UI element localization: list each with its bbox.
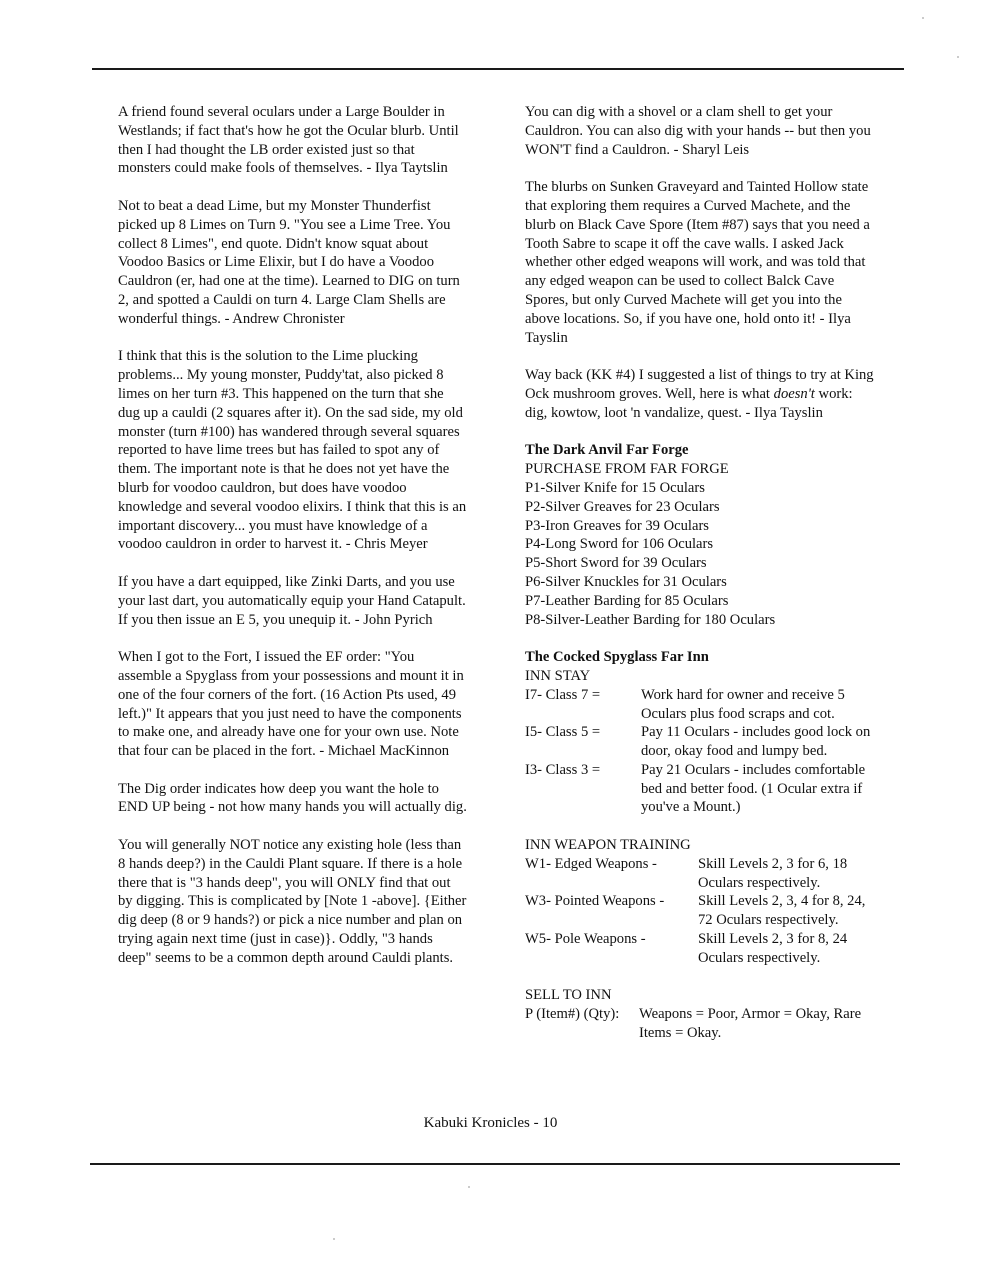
table-row [525, 930, 877, 968]
training-code: W5- Pole Weapons - [525, 931, 646, 948]
paragraph [525, 366, 877, 422]
inn-sell-table [525, 1005, 877, 1043]
forge-item: P7-Leather Barding for 85 Oculars [525, 592, 729, 609]
training-desc: Skill Levels 2, 3 for 8, 24 Oculars respectively. [698, 931, 848, 966]
paragraph: I think that this is the solution to the Lime plucking problems... My young monster, Puddy'tat, also picked 8 limes on her turn #3. This happened on the turn that she dug up a cauldi (2 squares after it). On the sad side, my old monster (turn #100) has wandered through several squares reported to have lime trees but has failed to spot any of them. The important note is that he does not yet have the blurb for voodoo cauldron, but does have voodoo knowledge and several voodoo elixirs. I think that this is an important discovery... you must have knowledge of a voodoo cauldron in order to harvest it. - Chris Meyer [118, 348, 467, 553]
training-code: W1- Edged Weapons - [525, 855, 657, 872]
paragraph-text: work: dig, kowtow, loot 'n vandalize, quest. - Ilya Tayslin [525, 385, 853, 421]
sell-code: P (Item#) (Qty): [525, 1006, 620, 1023]
inn-stay-section [525, 648, 877, 817]
stay-code: I5- Class 5 = [525, 724, 601, 741]
forge-item: P5-Short Sword for 39 Oculars [525, 555, 707, 572]
inn-sell-section [525, 986, 877, 1042]
table-row [525, 855, 877, 893]
inn-sell-label: SELL TO INN [525, 987, 612, 1004]
scan-speck [922, 17, 924, 19]
bottom-rule [90, 1163, 900, 1165]
paragraph: The Dig order indicates how deep you want the hole to END UP being - not how many hands you will actually dig. [118, 780, 467, 816]
paragraph: If you have a dart equipped, like Zinki Darts, and you use your last dart, you automatically equip your Hand Catapult. If you then issue an E 5, you unequip it. - John Pyrich [118, 573, 466, 628]
table-row [525, 892, 877, 930]
paragraph: When I got to the Fort, I issued the EF order: "You assemble a Spyglass from your possessions and mount it in one of the four corners of the fort. (16 Action Pts used, 49 left.)" It appears that you just need to have the components to make one, and already have one for your own use. Note that four can be placed in the fort. - Michael MacKinnon [118, 649, 464, 760]
forge-section [525, 441, 877, 629]
table-row [525, 761, 877, 817]
paragraph: You can dig with a shovel or a clam shell to get your Cauldron. You can also dig with your hands -- but then you WON'T find a Cauldron. - Sharyl Leis [525, 104, 871, 158]
right-column [525, 103, 877, 1043]
table-row [525, 723, 877, 761]
inn-training-table [525, 855, 877, 968]
forge-item: P1-Silver Knife for 15 Oculars [525, 479, 705, 496]
left-column [118, 103, 468, 986]
training-desc: Skill Levels 2, 3 for 6, 18 Oculars respectively. [698, 855, 848, 891]
inn-stay-table [525, 686, 877, 818]
paragraph-italic: doesn't [773, 385, 815, 402]
top-rule [92, 68, 904, 70]
stay-code: I7- Class 7 = [525, 686, 601, 703]
forge-item: P6-Silver Knuckles for 31 Oculars [525, 573, 727, 590]
forge-item: P4-Long Sword for 106 Oculars [525, 536, 714, 553]
paragraph: You will generally NOT notice any existing hole (less than 8 hands deep?) in the Cauldi Plant square. If there is a hole there that is "3 hands deep", you will ONLY find that out by digging. This is complicated by [Note 1 -above]. {Either dig deep (8 or 9 hands?) or pick a nice number and plan on trying again next time (just in case)}. Oddly, "3 hands deep" seems to be a common depth around Cauldi plants. [118, 837, 467, 966]
inn-stay-label: INN STAY [525, 667, 591, 684]
paragraph: A friend found several oculars under a Large Boulder in Westlands; if fact that's how he got the Ocular blurb. Until then I had thought the LB order existed just so that monsters could make fools of themselves. - Ilya Taytslin [118, 104, 459, 177]
paragraph: Not to beat a dead Lime, but my Monster Thunderfist picked up 8 Limes on Turn 9. "You see a Lime Tree. You collect 8 Limes", end quote. Didn't know squat about Voodoo Basics or Lime Elixir, but I do have a Voodoo Cauldron (er, had one at the time). Learned to DIG on turn 2, and spotted a Cauldi on turn 4. Large Clam Shells are wonderful things. - Andrew Chronister [118, 197, 460, 327]
table-row [525, 686, 877, 724]
scan-speck [957, 56, 959, 58]
forge-item: P2-Silver Greaves for 23 Oculars [525, 498, 720, 515]
paragraph: The blurbs on Sunken Graveyard and Tainted Hollow state that exploring them requires a Curved Machete, and the blurb on Black Cave Spore (Item #87) says that you need a Tooth Sabre to scape it off the cave walls. I asked Jack whether other edged weapons will work, and was told that any edged weapon can be used to collect Balck Cave Spores, but only Curved Machete will get you into the above locations. So, if you have one, hold onto it! - Ilya Tayslin [525, 179, 870, 346]
stay-desc: Pay 21 Oculars - includes comfortable bed and better food. (1 Ocular extra if you've a Mount.) [641, 761, 866, 816]
scan-speck [468, 1186, 470, 1188]
scan-speck [333, 1238, 335, 1240]
sell-desc: Weapons = Poor, Armor = Okay, Rare Items = Okay. [639, 1006, 862, 1042]
forge-item: P3-Iron Greaves for 39 Oculars [525, 517, 709, 534]
forge-item: P8-Silver-Leather Barding for 180 Oculars [525, 611, 776, 628]
forge-subheading: PURCHASE FROM FAR FORGE [525, 461, 729, 478]
forge-heading: The Dark Anvil Far Forge [525, 442, 689, 459]
page-footer: Kabuki Kronicles - 10 [423, 1115, 558, 1131]
stay-desc: Pay 11 Oculars - includes good lock on door, okay food and lumpy bed. [641, 724, 871, 760]
inn-training-label: INN WEAPON TRAINING [525, 837, 691, 854]
training-desc: Skill Levels 2, 3, 4 for 8, 24, 72 Oculars respectively. [698, 893, 866, 929]
inn-heading: The Cocked Spyglass Far Inn [525, 649, 709, 666]
table-row [525, 1005, 877, 1043]
inn-training-section [525, 836, 877, 968]
stay-desc: Work hard for owner and receive 5 Oculars plus food scraps and cot. [641, 686, 845, 722]
stay-code: I3- Class 3 = [525, 761, 601, 778]
paragraph-text: Way back (KK #4) I suggested a list of things to try at King Ock mushroom groves. Well, here is what [525, 367, 874, 402]
training-code: W3- Pointed Weapons - [525, 893, 665, 910]
